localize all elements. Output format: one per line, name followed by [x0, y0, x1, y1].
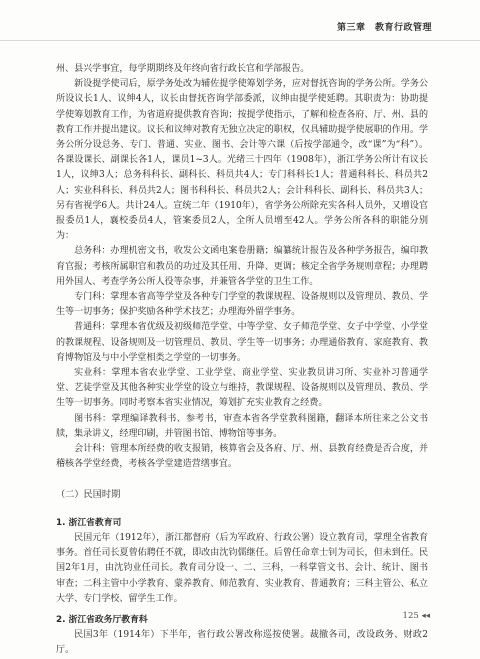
paragraph-general-education: 普通科：掌理本省优级及初级师范学堂、中等学堂、女子师范学堂、女子中学堂、小学堂的教课规程、设备规则及一切管理员、教员、学生等一切事务；办理通俗教育、家庭教育、教育博物馆及与中小学堂相类之学堂的一切事务。 — [56, 322, 428, 363]
page-body — [56, 62, 428, 659]
paragraph-accounting: 会计科：管理本所经费的收支报销，核算省会及各府、厅、州、县教育经费是否合度，并稽核各学堂经费，考核各学堂建造营缮事宜。 — [56, 444, 428, 470]
paragraph-industrial: 实业科：掌理本省农业学堂、工业学堂、商业学堂、实业教员讲习所、实业补习普通学堂、艺徒学堂及其他各种实业学堂的设立与维持，教课规程、设备规则以及管理员、教员、学生等一切事务。同时考察本省实业情况，筹划扩充实业教育之经费。 — [56, 368, 428, 409]
page-number: 125 ◂◂ — [402, 611, 430, 621]
paragraph-general-affairs: 总务科：办理机密文书，收发公文函电案卷册籍；编纂统计报告及各种学务报告，编印教育官报；考核所属职官和教员的功过及其任用、升降、更调；核定全省学务规则章程；办理聘用外国人、考查学务公所人役等杂事，并兼管各学堂的卫生工作。 — [56, 246, 428, 287]
paragraph-study-office: 新设提学使司后，原学务处改为辅佐提学使筹划学务，应对督抚咨询的学务公所。学务公所设议长1人、议绅4人，议长由督抚咨询学部委派，议绅由提学使延聘。其职责为：协助提学使筹划教育工作，为省道府提供教育咨询；按提学使指示，了解和检查各府、厅、州、县的教育工作并提出建议。议长和议绅对教育无独立决定的职权，仅具辅助提学使展职的作用。学务公所分设总务、专门、普通、实业、图书、会计等六课（后按学部通令，改“课”为“科”）。各课设课长、副课长各1人，课员1~3人。光绪三十四年（1908年），浙江学务公所计有议长1人，议绅3人；总务科科长、副科长、科员共4人；专门科科长1人；普通科科长、科员共2人；实业科科长、科员共2人；图书科科长、科员共2人；会计科科长、副科长、科员共3人；另有省视学6人。共计24人。宣统二年（1910年），省学务公所除充实各科人员外，又增设官报委员1人，襄校委员4人，管案委员2人，全所人员增至42人。学务公所各科的职能分别为： — [56, 79, 428, 242]
header-rule — [0, 40, 480, 41]
paragraph-continuation: 州、县兴学事宜，每学期期终及年终向省行政长官和学部报告。 — [56, 64, 310, 74]
paragraph-education-department: 民国元年（1912年），浙江都督府（后为军政府、行政公署）设立教育司，掌理全省教育事务。首任司长夏曾佑聘任不就，即改由沈钧儒继任。后曾任命章士钊为司长，但未到任。民国2年1月，由沈钧业任司长。教育司分设一、二、三科，一科掌管文书、会计、统计、图书审查；二科主管中小学教育、蒙养教育、师范教育、实业教育、普通教育；三科主管公、私立大学、专门学校、留学生工作。 — [56, 532, 428, 604]
paragraph-education-section: 民国3年（1914年）下半年，省行政公署改称巡按使署。裁撤各司，改设政务、财政2厅。 — [56, 630, 428, 656]
chapter-title: 第三章 教育行政管理 — [336, 23, 432, 33]
paragraph-books: 图书科：掌理编译教科书、参考书，审查本省各学堂教科图籍，翻译本所往来之公文书牍，集录讲义，经理印刷，并管图书馆、博物馆等事务。 — [56, 413, 428, 439]
section-heading: （二）民国时期 — [56, 489, 121, 501]
subheading-education-section: 2. 浙江省政务厅教育科 — [56, 614, 148, 625]
paragraph-specialized: 专门科：掌理本省高等学堂及各种专门学堂的教课规程、设备规则以及管理员、教员、学生等一切事务；保护奖励各种学术技艺；办理海外留学事务。 — [56, 292, 428, 318]
subheading-education-department: 1. 浙江省教育司 — [56, 517, 122, 528]
